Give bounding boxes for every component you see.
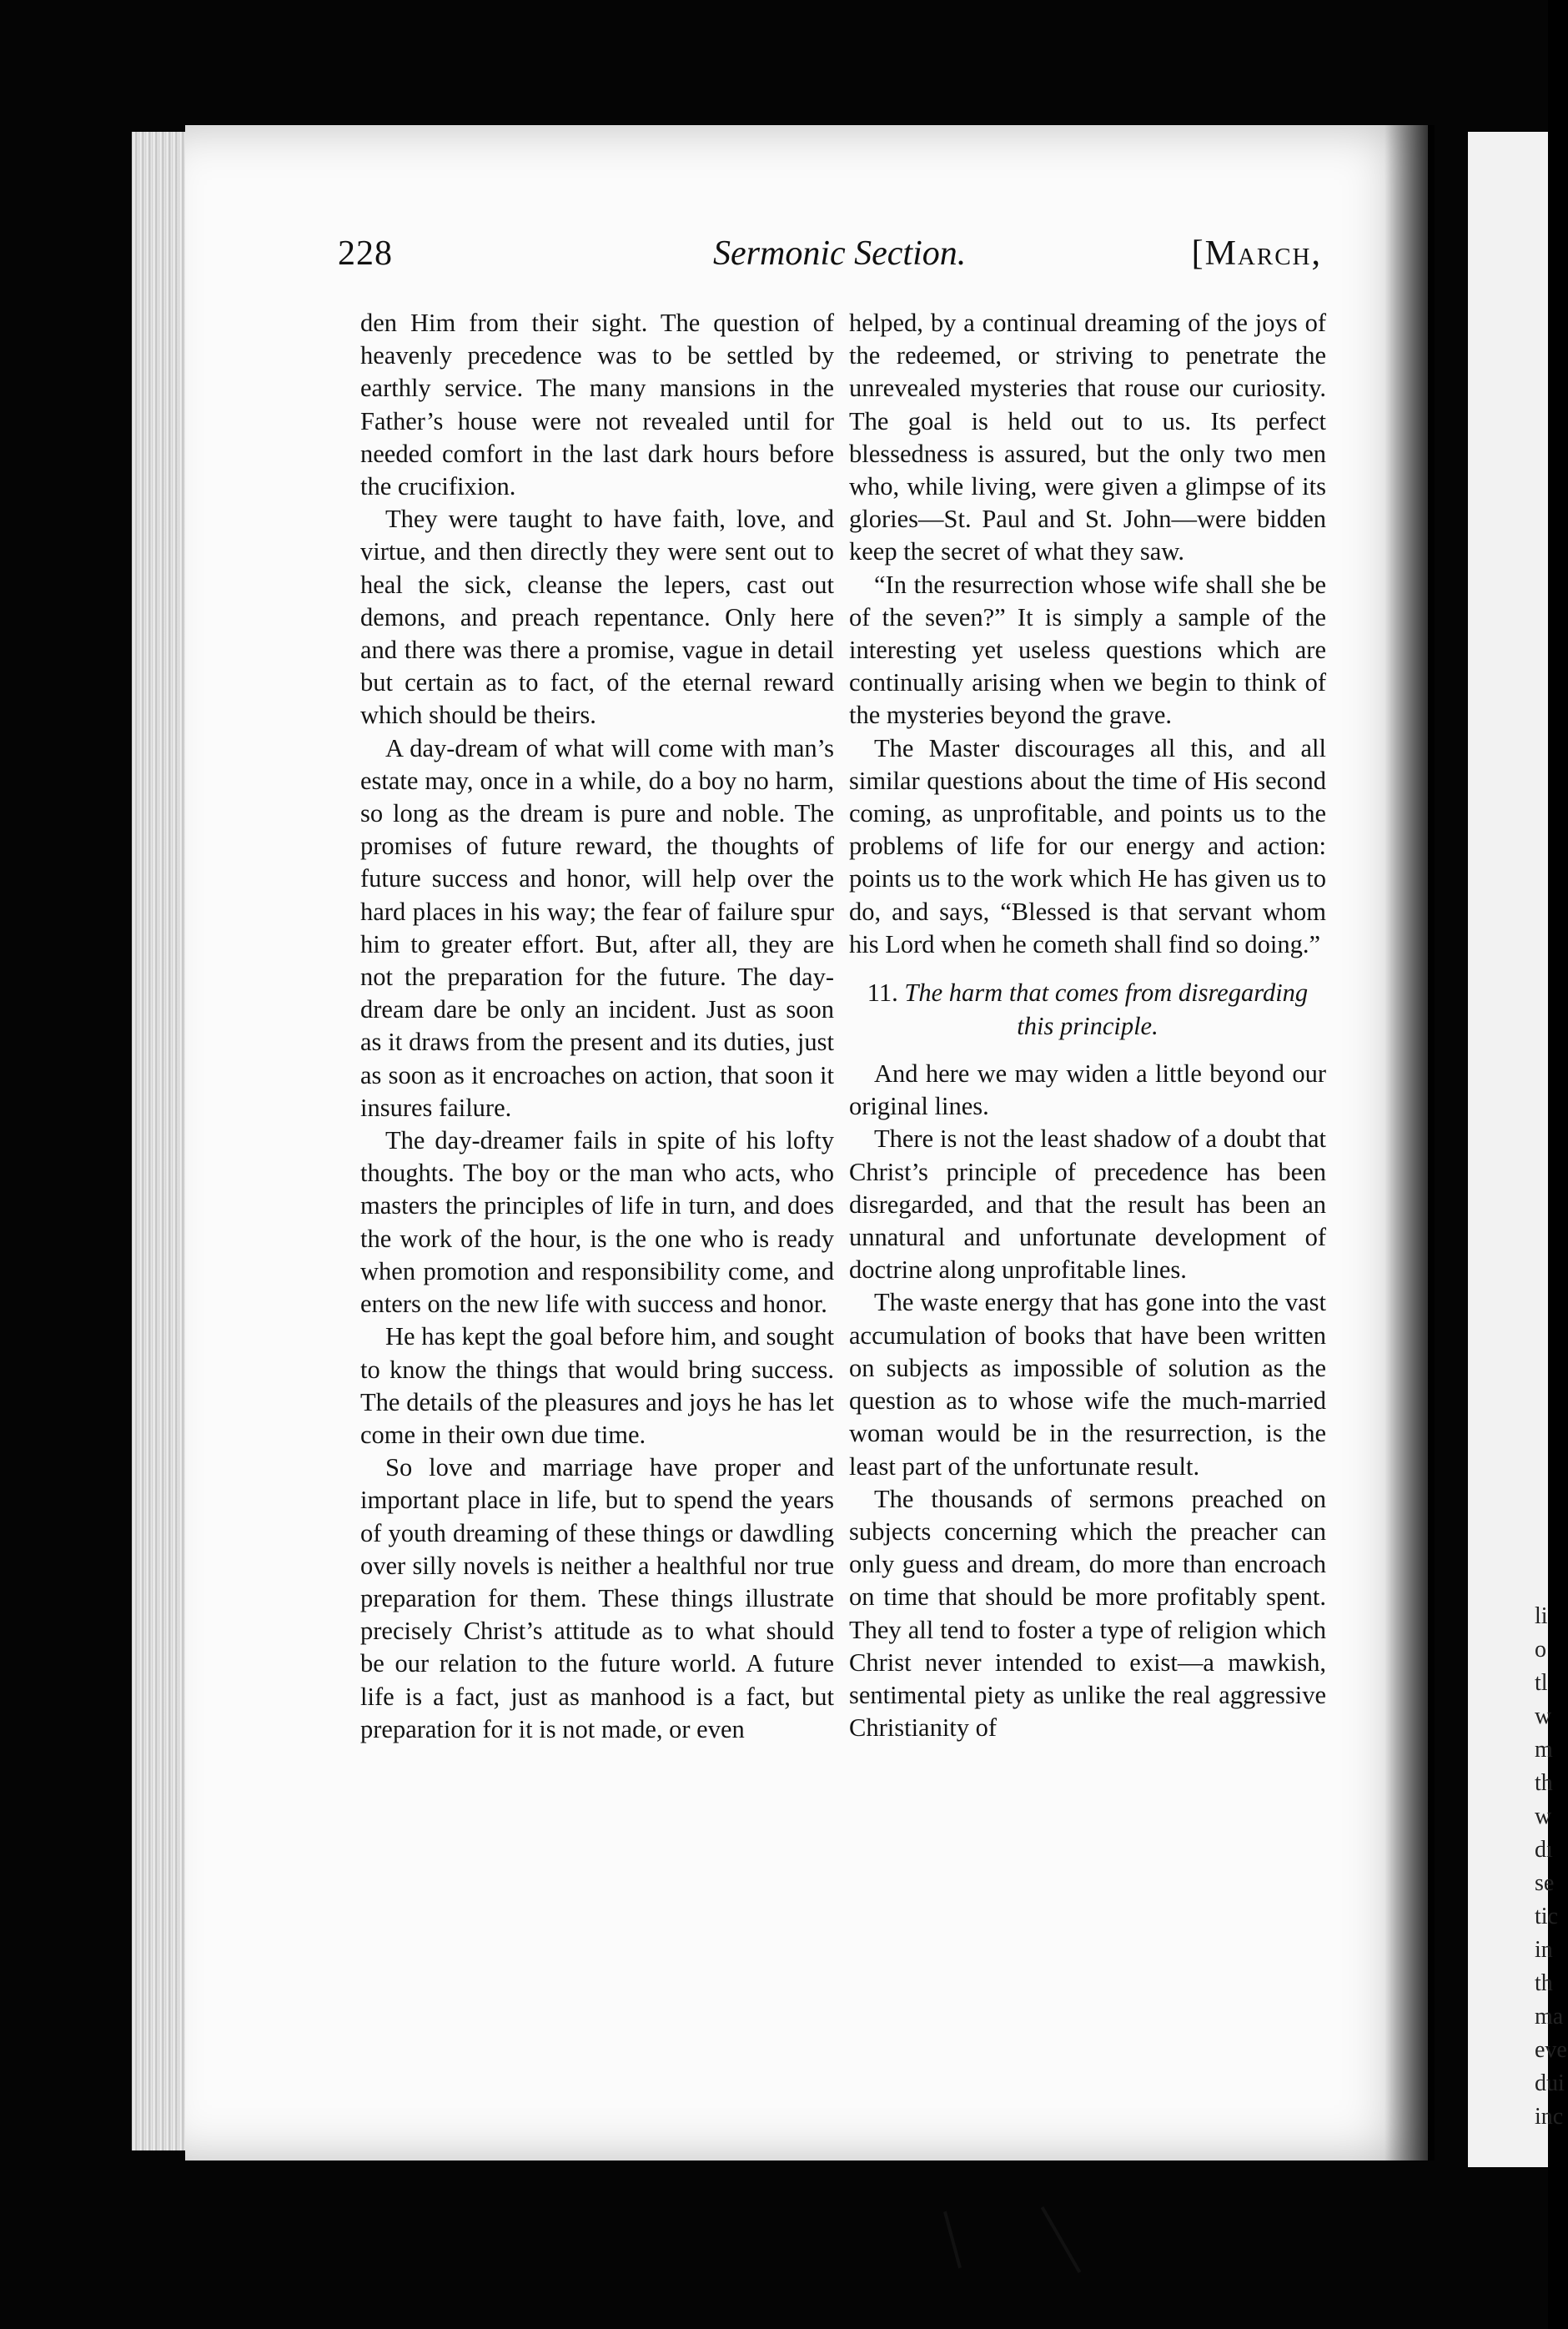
page-edge-stack [132,132,190,2150]
paragraph: The waste energy that has gone into the vast accumulation of books that have been written on subjects as impossible of solution as the question as to whose wife the much-married woman would be in the resurrection, is the least part of the unfortunate result. [849,1288,1326,1481]
right-column [849,307,1326,1744]
next-page-fragment: dı [1535,1837,1553,1863]
left-column [360,307,834,1746]
paragraph: The day-dreamer fails in spite of his lofty thoughts. The boy or the man who acts, who masters the principles of life in turn, and does the work of the hour, is the one who is ready when promotion and responsibility come, and enters on the new life with success and honor. [360,1126,834,1319]
page-gutter-shadow [1385,125,1435,2160]
paragraph: And here we may widen a little beyond our original lines. [849,1059,1326,1121]
next-page-fragment: inc [1535,2104,1564,2130]
paragraph: So love and marriage have proper and important place in life, but to spend the years of youth dreaming of these things or dawdling over silly novels is neither a healthful nor true preparation for them. These things illustrate precisely Christ’s attitude as to what should be our relation to the future world. A future life is a fact, just as manhood is a fact, but preparation for it is not made, or even [360,1453,834,1743]
section-heading [849,976,1326,1043]
page-number: 228 [338,234,393,273]
next-page-fragment: w [1535,1703,1552,1729]
next-page-fragment: dui [1535,2070,1565,2096]
next-page-fragment: li [1535,1603,1548,1629]
next-page-fragments [1535,1600,1568,2134]
paragraph: A day-dream of what will come with man’s estate may, once in a while, do a boy no harm, so long as the dream is pure and noble. The promises of future reward, the thoughts of future success and honor, will help over the hard places in his way; the fear of failure spur him to greater effort. But, after all, they are not the preparation for the future. The day-dream dare be only an incident. Just as soon as it draws from the present and its duties, just as soon as it encroaches on action, that soon it insures failure. [360,733,834,1122]
paragraph: den Him from their sight. The question of heavenly precedence was to be settled by earthly service. The many mansions in the Father’s house were not revealed until for needed comfort in the last dark hours before the crucifixion. [360,309,834,501]
next-page-fragment: se [1535,1870,1555,1896]
next-page-fragment: o [1535,1637,1546,1662]
section-heading-number: 11. [867,978,898,1008]
paragraph: The Master discourages all this, and all similar questions about the time of His second coming, as unprofitable, and points us to the problems of life for our energy and action: points us to the work which He has given us to do, and says, “Blessed is that servant whom his Lord when he cometh shall find so doing.” [849,733,1326,958]
next-page-fragment: ma [1535,2004,1564,2030]
next-page-fragment: th [1535,1970,1553,1996]
page-header [338,234,1322,284]
running-date: [March, [1191,234,1322,273]
paragraph: He has kept the goal before him, and sought to know the things that would bring success. The details of the pleasures and joys he has let come in their own due time. [360,1322,834,1449]
section-heading-text: The harm that comes from disregarding this principle. [904,978,1309,1041]
next-page-fragment: tl [1535,1670,1548,1696]
paragraph: “In the resurrection whose wife shall she be of the seven?” It is simply a sample of the interesting yet useless questions which are continually arising when we begin to think of the mysteries beyond the grave. [849,570,1326,730]
next-page-fragment: th [1535,1770,1553,1796]
paragraph: There is not the least shadow of a doubt that Christ’s principle of precedence has been disregarded, and that the result has been an unnatural and unfortunate development of doctrine along unprofitable lines. [849,1124,1326,1285]
next-page-fragment: in [1535,1937,1553,1963]
running-title: Sermonic Section. [713,234,967,273]
next-page-fragment: eve [1535,2037,1567,2063]
paragraph: They were taught to have faith, love, and virtue, and then directly they were sent out to heal the sick, cleanse the lepers, cast out demons, and preach repentance. Only here and there was there a promise, vague in detail but certain as to fact, of the eternal reward which should be theirs. [360,505,834,730]
paragraph: helped, by a continual dreaming of the joys of the redeemed, or striving to penetrate the unrevealed mysteries that rouse our curiosity. The goal is held out to us. Its perfect blessedness is assured, but the only two men who, while living, were given a glimpse of its glories—St. Paul and St. John—were bidden keep the secret of what they saw. [849,309,1326,566]
next-page-fragment: w [1535,1803,1552,1829]
next-page-fragment: m [1535,1737,1553,1763]
next-page-edge [1468,132,1567,2167]
paragraph: The thousands of sermons preached on subjects concerning which the preacher can only guess and dream, do more than encroach on time that should be more profitably spent. They all tend to foster a type of religion which Christ never intended to exist—a mawkish, sentimental piety as unlike the real aggressive Christianity of [849,1484,1326,1743]
next-page-fragment: tic [1535,1904,1558,1929]
